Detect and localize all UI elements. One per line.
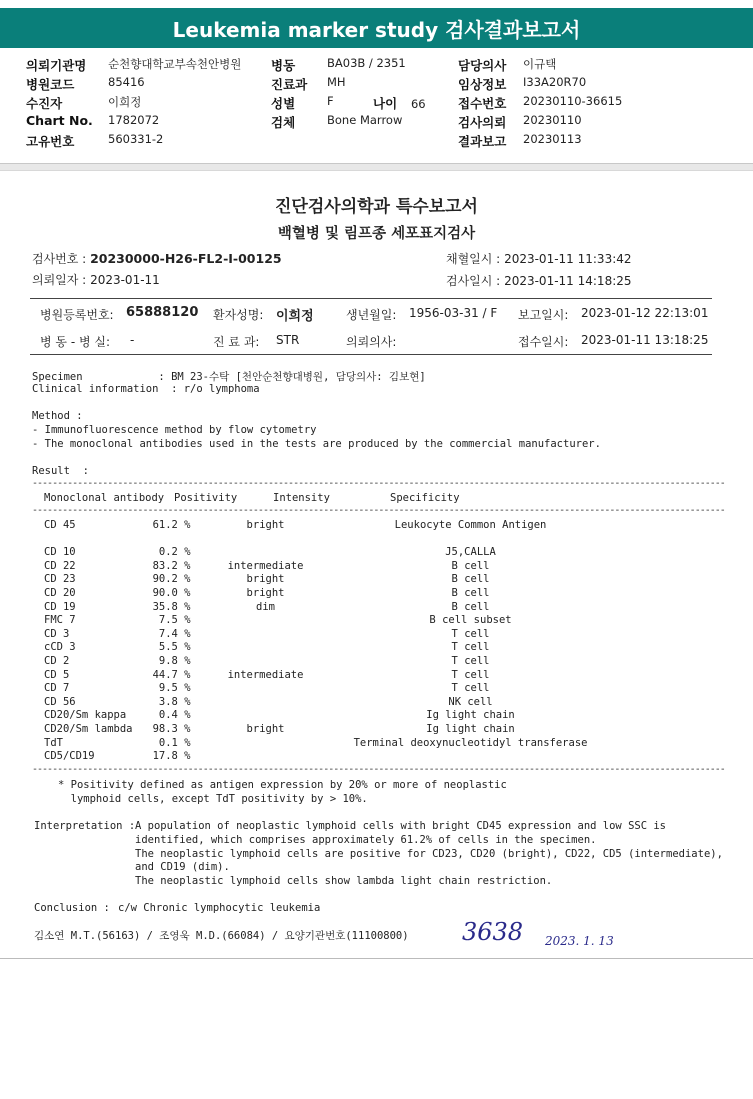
- interpretation-line: The neoplastic lymphoid cells are positive for CD23, CD20 (bright), CD22, CD5 (intermediate),: [135, 848, 723, 860]
- positivity-cell: 9.8 %: [158, 654, 191, 667]
- method-label: Method :: [32, 410, 83, 422]
- age-field: [373, 94, 426, 112]
- receive-label: 접수일시:: [518, 335, 569, 349]
- field-label: 고유번호: [26, 134, 75, 149]
- doctor-value: 이규택: [523, 57, 557, 71]
- reg-label: 병원등록번호:: [40, 308, 114, 322]
- institution-value: 순천향대학교부속천안병원: [108, 57, 242, 71]
- field-label: 성별: [271, 96, 296, 111]
- intensity-cell: intermediate: [227, 559, 304, 572]
- intensity-cell: [191, 628, 341, 642]
- exam-no-value: 20230000-H26-FL2-I-00125: [90, 251, 282, 266]
- report-date-value: 20230113: [523, 132, 582, 146]
- positivity-cell: 0.2 %: [158, 546, 191, 559]
- positivity-cell: 5.5 %: [158, 641, 191, 654]
- footnote-line: lymphoid cells, except TdT positivity by > 10%.: [58, 793, 368, 805]
- table-row: [32, 737, 601, 751]
- positivity-cell: 3.8 %: [158, 695, 191, 708]
- signers-line: 김소연 M.T.(56163) / 조영욱 M.D.(66084) / 요양기관번호(11100800): [34, 930, 409, 942]
- antibody-cell: CD 22: [44, 559, 76, 572]
- specificity-cell: [341, 533, 601, 547]
- header-col1-values: [108, 56, 241, 151]
- intensity-cell: [191, 682, 341, 696]
- antibody-cell: CD 2: [44, 654, 70, 667]
- request-date-value: 20230110: [523, 113, 582, 127]
- intensity-cell: [191, 750, 341, 764]
- table-row: [32, 723, 601, 737]
- section-divider: [0, 163, 753, 171]
- specificity-cell: T cell: [451, 627, 490, 640]
- field-label: 병원코드: [26, 77, 75, 92]
- table-row: [32, 628, 601, 642]
- antibody-cell: CD 5: [44, 668, 70, 681]
- report-title: 진단검사의학과 특수보고서: [275, 197, 478, 217]
- specificity-cell: B cell: [451, 586, 490, 599]
- positivity-cell: 90.0 %: [152, 586, 191, 599]
- conclusion-value: c/w Chronic lymphocytic leukemia: [118, 902, 321, 914]
- antibody-cell: CD 20: [44, 586, 76, 599]
- positivity-cell: 7.4 %: [158, 627, 191, 640]
- clinical-info-value: I33A20R70: [523, 75, 587, 89]
- antibody-cell: FMC 7: [44, 614, 76, 627]
- receive-value: 2023-01-11 13:18:25: [581, 333, 709, 347]
- interpretation-label: Interpretation :: [34, 820, 136, 832]
- positivity-cell: 35.8 %: [152, 600, 191, 613]
- dept-label: 진 료 과:: [213, 335, 260, 349]
- antibody-cell: TdT: [44, 736, 63, 749]
- method-line: - The monoclonal antibodies used in the tests are produced by the commercial manufacturer.: [32, 438, 601, 450]
- intensity-cell: [191, 546, 341, 560]
- intensity-cell: [191, 614, 341, 628]
- positivity-cell: [133, 533, 191, 547]
- intensity-cell: [191, 641, 341, 655]
- dash-rule: ------------------------------------------------------------------------------------------------------------------------------------------: [32, 505, 725, 516]
- dash-rule: ------------------------------------------------------------------------------------------------------------------------------------------: [32, 764, 725, 775]
- footnote-line: * Positivity defined as antigen expression by 20% or more of neoplastic: [58, 779, 507, 791]
- intensity-cell: bright: [246, 586, 285, 599]
- col-specificity: Specificity: [390, 492, 460, 504]
- specificity-cell: B cell subset: [429, 614, 512, 627]
- age-value: 66: [410, 97, 426, 111]
- specificity-cell: T cell: [451, 668, 490, 681]
- header-col2: [271, 56, 307, 132]
- field-label: Chart No.: [26, 113, 93, 128]
- dob-label: 생년월일:: [346, 308, 397, 322]
- ward-value: -: [130, 333, 135, 347]
- antibody-cell: CD 23: [44, 573, 76, 586]
- specificity-cell: Terminal deoxynucleotidyl transferase: [353, 736, 588, 749]
- table-row: [32, 614, 601, 628]
- specificity-cell: Leukocyte Common Antigen: [394, 519, 547, 531]
- antibody-cell: cCD 3: [44, 641, 76, 654]
- field-label: 담당의사: [458, 58, 507, 73]
- intensity-cell: dim: [256, 600, 275, 613]
- handwritten-signature: 3638: [462, 918, 524, 946]
- field-label: 검체: [271, 115, 296, 130]
- table-row: [32, 750, 601, 764]
- header-col3-values: [523, 56, 622, 151]
- specificity-cell: T cell: [451, 641, 490, 654]
- table-row: [32, 573, 601, 587]
- dash-rule: ------------------------------------------------------------------------------------------------------------------------------------------: [32, 478, 725, 489]
- antibody-cell: CD20/Sm lambda: [44, 722, 133, 735]
- reg-value: 65888120: [126, 305, 199, 320]
- sex-value: F: [327, 94, 334, 108]
- field-label: 접수번호: [458, 96, 507, 111]
- handwritten-date: 2023. 1. 13: [545, 934, 614, 948]
- table-row: [32, 519, 601, 533]
- field-label: 의뢰기관명: [26, 58, 87, 73]
- doctor-label: 의뢰의사:: [346, 335, 397, 349]
- ward-label: 병 동 - 병 실:: [40, 335, 110, 349]
- dept-value: MH: [327, 75, 346, 89]
- receipt-no-value: 20230110-36615: [523, 94, 623, 108]
- antibody-cell: CD 19: [44, 600, 76, 613]
- result-label: Result :: [32, 465, 89, 477]
- table-row: [32, 533, 601, 547]
- intensity-cell: [191, 655, 341, 669]
- specificity-cell: T cell: [451, 682, 490, 695]
- field-label: 결과보고: [458, 134, 507, 149]
- report-time-value: 2023-01-12 22:13:01: [581, 306, 709, 320]
- table-row: [32, 696, 601, 710]
- intensity-cell: bright: [246, 519, 285, 531]
- patient-name-value: 이희정: [108, 95, 142, 109]
- table-row: [32, 655, 601, 669]
- conclusion-label: Conclusion :: [34, 902, 110, 914]
- intensity-cell: intermediate: [227, 668, 304, 681]
- test-time: 검사일시 : 2023-01-11 14:18:25: [446, 274, 632, 288]
- positivity-cell: 98.3 %: [152, 722, 191, 735]
- antibody-cell: CD20/Sm kappa: [44, 709, 127, 722]
- rule: [30, 354, 712, 355]
- interpretation-line: A population of neoplastic lymphoid cells with bright CD45 expression and low SSC is: [135, 820, 667, 832]
- positivity-cell: 90.2 %: [152, 573, 191, 586]
- clinical-info-line: Clinical information : r/o lymphoma: [32, 383, 260, 395]
- intensity-cell: [191, 696, 341, 710]
- specimen-value: Bone Marrow: [327, 113, 403, 127]
- intensity-cell: [191, 533, 341, 547]
- patient-label: 환자성명:: [213, 308, 264, 322]
- antibody-cell: [32, 533, 133, 547]
- interpretation-line: and CD19 (dim).: [135, 861, 230, 873]
- chart-no-value: 1782072: [108, 113, 160, 127]
- rule: [30, 298, 712, 299]
- table-row: [32, 560, 601, 574]
- table-row: [32, 682, 601, 696]
- intensity-cell: [191, 709, 341, 723]
- table-row: [32, 601, 601, 615]
- report-time-label: 보고일시:: [518, 308, 569, 322]
- patient-value: 이희정: [276, 309, 314, 324]
- field-label: 수진자: [26, 96, 63, 111]
- exam-no: 검사번호 : 20230000-H26-FL2-I-00125: [32, 251, 282, 266]
- antibody-cell: CD 45: [44, 519, 76, 531]
- request-date: 의뢰일자 : 2023-01-11: [32, 273, 160, 287]
- interpretation-line: identified, which comprises approximately 61.2% of cells in the specimen.: [135, 834, 597, 846]
- positivity-cell: 17.8 %: [152, 750, 191, 763]
- antibody-cell: CD 7: [44, 682, 70, 695]
- antibody-cell: CD 3: [44, 627, 70, 640]
- unique-no-value: 560331-2: [108, 132, 164, 146]
- positivity-cell: 0.1 %: [158, 736, 191, 749]
- table-row: [32, 546, 601, 560]
- hospital-code-value: 85416: [108, 75, 145, 89]
- intensity-cell: bright: [246, 573, 285, 586]
- dob-value: 1956-03-31 / F: [409, 306, 498, 320]
- specificity-cell: Ig light chain: [426, 722, 515, 735]
- positivity-cell: 61.2 %: [152, 519, 191, 531]
- interpretation-line: The neoplastic lymphoid cells show lambda light chain restriction.: [135, 875, 553, 887]
- report-banner: Leukemia marker study 검사결과보고서: [0, 8, 753, 48]
- intensity-cell: [191, 737, 341, 751]
- positivity-cell: 9.5 %: [158, 682, 191, 695]
- table-row: [32, 669, 601, 683]
- ward-value: BA03B / 2351: [327, 56, 406, 70]
- intensity-cell: bright: [246, 722, 285, 735]
- field-label: 임상정보: [458, 77, 507, 92]
- header-col3: [458, 56, 506, 151]
- positivity-cell: 7.5 %: [158, 614, 191, 627]
- specificity-cell: Ig light chain: [426, 709, 515, 722]
- table-row: [32, 641, 601, 655]
- table-row: [32, 587, 601, 601]
- page-end-rule: [0, 958, 753, 959]
- specificity-cell: B cell: [451, 600, 490, 613]
- specificity-cell: B cell: [451, 559, 490, 572]
- specificity-cell: NK cell: [448, 695, 493, 708]
- col-positivity: Positivity: [174, 492, 238, 504]
- positivity-cell: 83.2 %: [152, 559, 191, 572]
- field-label: 검사의뢰: [458, 115, 507, 130]
- report-subtitle: 백혈병 및 림프종 세포표지검사: [277, 226, 476, 242]
- dept-value: STR: [276, 333, 300, 347]
- col-intensity: Intensity: [273, 492, 330, 504]
- antibody-cell: CD5/CD19: [44, 750, 95, 763]
- table-row: [32, 709, 601, 723]
- antibody-cell: CD 56: [44, 695, 76, 708]
- results-table: [32, 519, 601, 764]
- specimen-line: Specimen : BM 23-수탁 [천안순천향대병원, 담당의사: 김보현]: [32, 371, 426, 383]
- field-label: 병동: [271, 58, 296, 73]
- method-line: - Immunofluorescence method by flow cytometry: [32, 424, 317, 436]
- specificity-cell: [341, 750, 601, 764]
- specificity-cell: T cell: [451, 654, 490, 667]
- header-col1: [26, 56, 93, 151]
- antibody-cell: CD 10: [44, 546, 76, 559]
- positivity-cell: 0.4 %: [158, 709, 191, 722]
- age-label: 나이: [373, 96, 398, 111]
- collect-time: 채혈일시 : 2023-01-11 11:33:42: [446, 252, 632, 266]
- specificity-cell: J5,CALLA: [445, 546, 496, 559]
- col-antibody: Monoclonal antibody: [44, 492, 165, 504]
- positivity-cell: 44.7 %: [152, 668, 191, 681]
- field-label: 진료과: [271, 77, 308, 92]
- specificity-cell: B cell: [451, 573, 490, 586]
